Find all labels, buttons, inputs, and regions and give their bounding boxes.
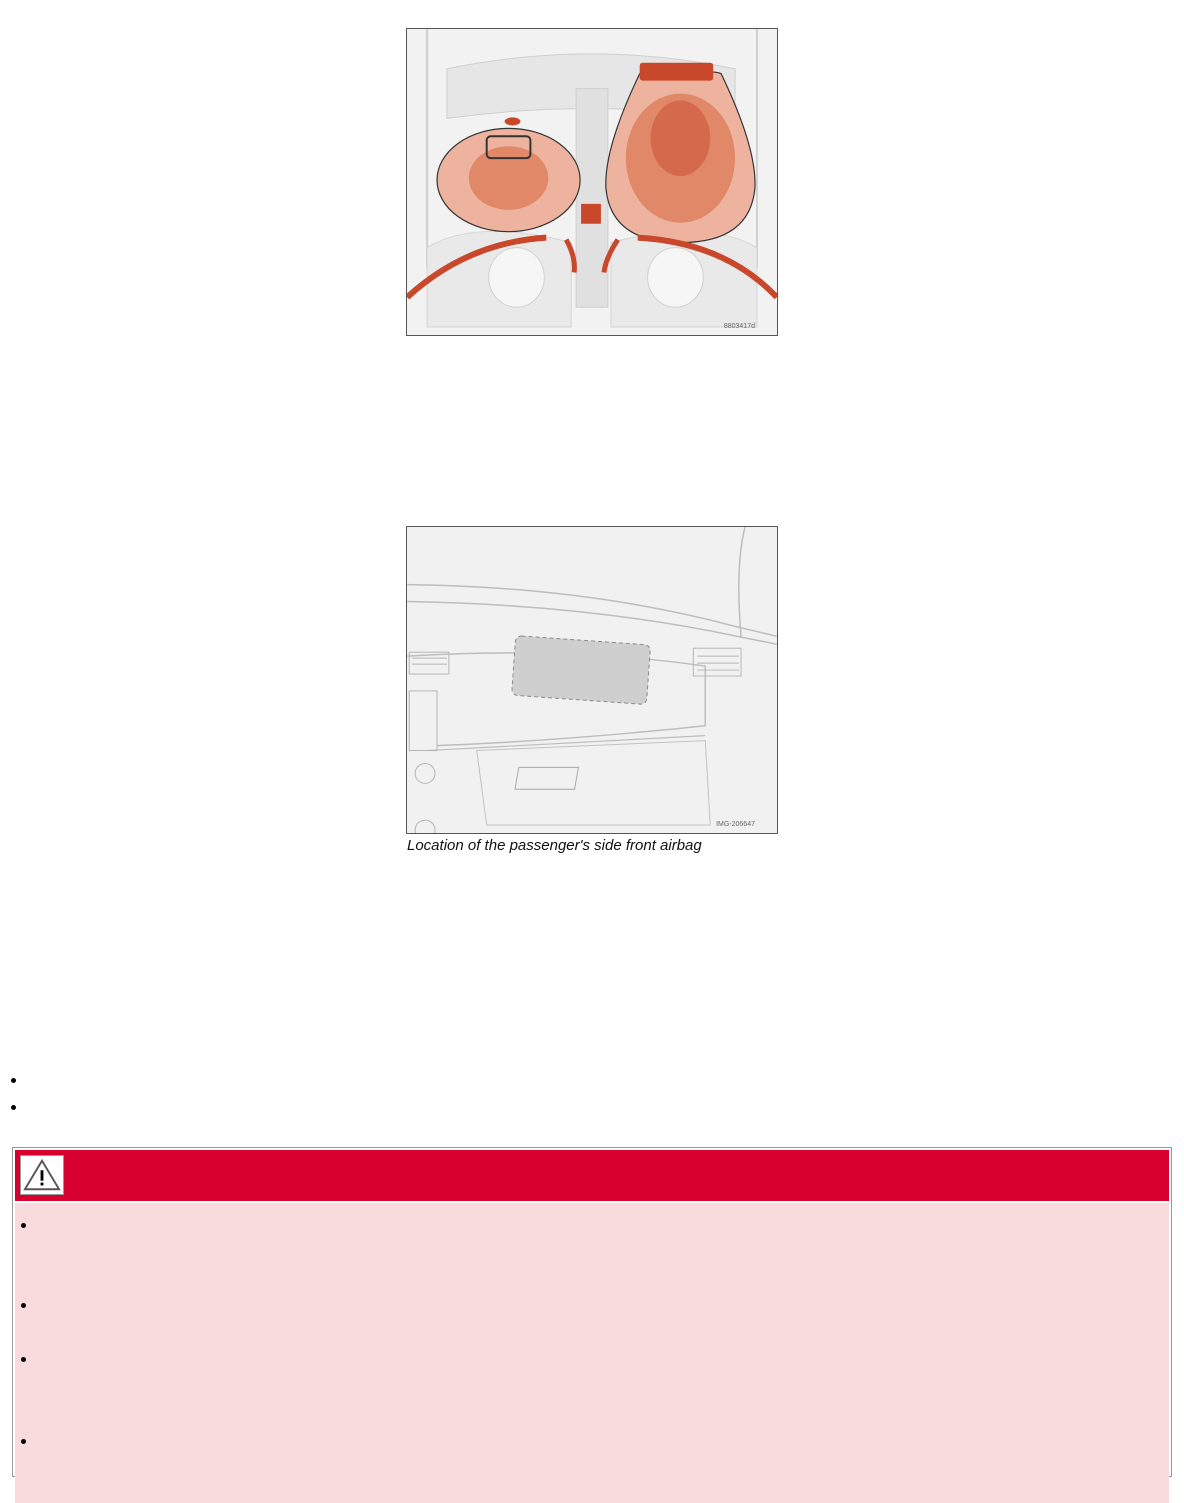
warning-header xyxy=(15,1150,1169,1203)
warning-bullet-icon xyxy=(21,1357,26,1362)
passenger-airbag-location-illustration xyxy=(406,526,778,834)
image-code: IMG-206647 xyxy=(716,821,755,828)
image-code: 8803417d xyxy=(723,323,755,330)
bullet-icon xyxy=(11,1078,16,1083)
warning-bullet-icon xyxy=(21,1303,26,1308)
figure-caption: Location of the passenger's side front airbag xyxy=(407,837,702,854)
warning-bullet-icon xyxy=(21,1223,26,1228)
warning-triangle-icon xyxy=(20,1155,64,1195)
airbag-deployment-illustration xyxy=(406,28,778,336)
warning-box xyxy=(12,1147,1172,1477)
warning-body xyxy=(15,1203,1169,1503)
warning-bullet-icon xyxy=(21,1439,26,1444)
bullet-icon xyxy=(11,1105,16,1110)
